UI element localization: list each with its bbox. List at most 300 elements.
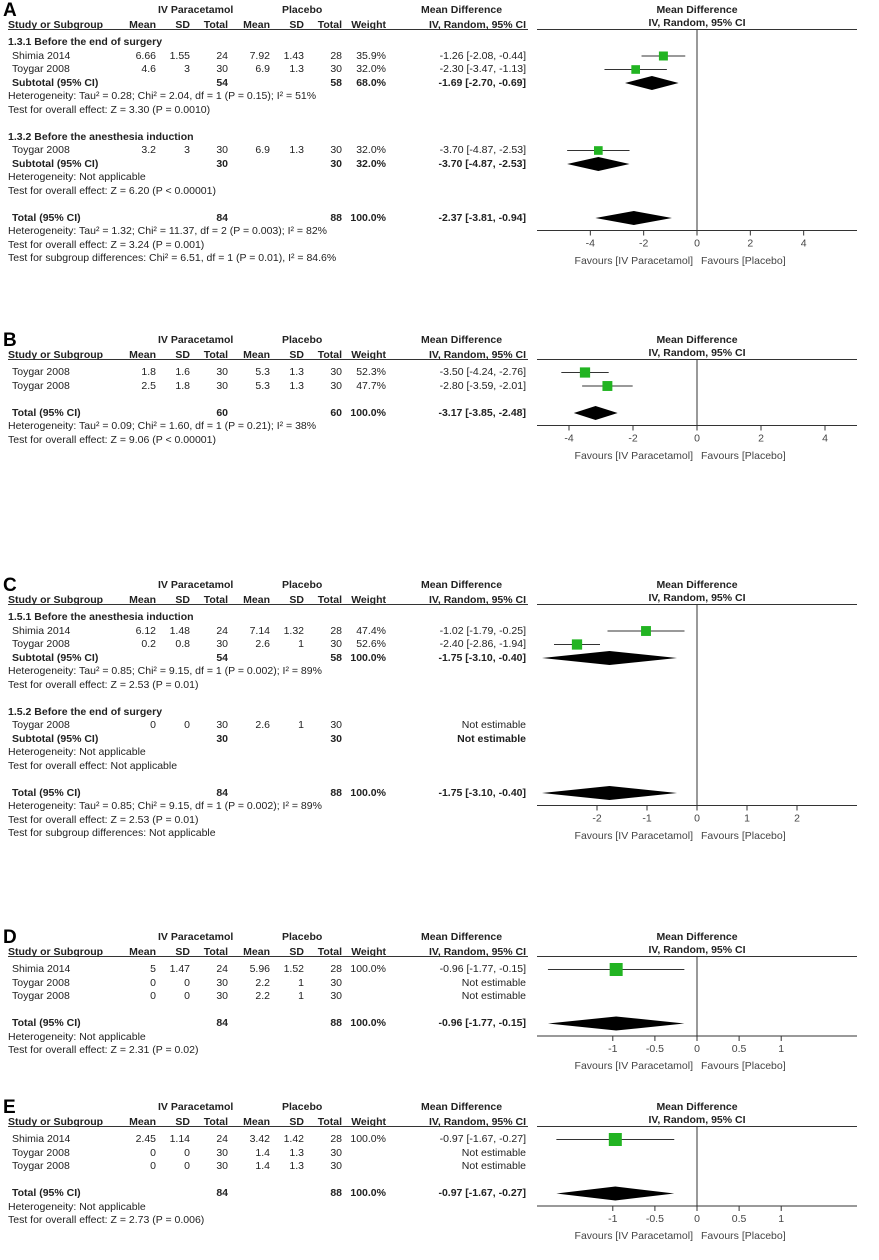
total2-cell: 60 [330,406,342,419]
forest-plot [0,1097,879,1251]
row-label: Test for subgroup differences: Chi² = 6.51, df = 1 (P = 0.01), I² = 84.6% [8,252,337,264]
weight-cell: 100.0% [350,963,386,975]
total1-column-header: Total [203,594,228,606]
total2-cell: 30 [330,638,342,650]
row-label: Toygar 2008 [12,1146,70,1159]
total-diamond [556,1187,674,1201]
panel-letter: C [3,575,17,596]
plot-subtitle: IV, Random, 95% CI [648,17,746,29]
total2-cell: 58 [330,76,342,89]
sd2-cell: 1.3 [289,1146,304,1159]
total1-cell: 30 [216,1160,228,1172]
group1-header: IV Paracetamol [158,579,234,591]
row-label: Subtotal (95% CI) [12,651,99,664]
row-label: Test for overall effect: Z = 2.73 (P = 0.006) [8,1214,205,1226]
ci-cell: Not estimable [461,1160,526,1172]
total2-column-header: Total [317,594,342,606]
total1-cell: 30 [216,366,228,378]
mean1-cell: 0 [150,719,156,731]
mean1-cell: 2.5 [141,379,156,392]
mean2-cell: 2.2 [255,976,270,989]
weight-column-header: Weight [351,1116,386,1128]
weight-cell: 52.3% [356,366,386,378]
ci-cell: -2.40 [-2.86, -1.94] [439,638,526,650]
ci-column-header: IV, Random, 95% CI [428,349,526,361]
mean2-column-header: Mean [243,1116,270,1128]
row-label: Heterogeneity: Tau² = 0.85; Chi² = 9.15, df = 1 (P = 0.002); I² = 89% [8,800,322,812]
sd1-cell: 0.8 [175,638,190,650]
total2-cell: 30 [330,144,342,156]
total1-cell: 84 [216,211,228,224]
sd2-cell: 1.3 [289,1160,304,1172]
ci-cell: -2.80 [-3.59, -2.01] [439,379,526,392]
row-label: Shimia 2014 [12,1133,71,1145]
study-column-header: Study or Subgroup [8,19,104,31]
forest-plot [0,0,879,276]
row-label: Shimia 2014 [12,963,71,975]
row-label: Total (95% CI) [12,406,81,419]
x-tick-label: -1 [642,812,652,825]
mean2-column-header: Mean [243,946,270,958]
sd1-cell: 0 [184,990,190,1002]
total2-cell: 88 [330,1187,342,1199]
weight-cell: 68.0% [356,76,386,89]
mean-difference-header: Mean Difference [421,1101,503,1113]
total1-cell: 30 [216,976,228,989]
weight-cell: 100.0% [350,651,386,664]
ci-column-header: IV, Random, 95% CI [428,594,526,606]
total1-cell: 30 [216,719,228,731]
mean2-cell: 2.6 [255,638,270,650]
mean2-cell: 5.3 [255,366,270,378]
row-label: Subtotal (95% CI) [12,157,99,170]
sd1-cell: 0 [184,1160,190,1172]
total1-cell: 60 [216,406,228,419]
panel-letter: B [3,330,17,351]
total1-cell: 30 [216,379,228,392]
subtotal-diamond [542,651,677,665]
plot-subtitle: IV, Random, 95% CI [648,592,746,604]
x-tick-label: -4 [585,237,596,250]
row-label: Test for overall effect: Z = 2.31 (P = 0.02) [8,1044,199,1056]
ci-cell: -0.97 [-1.67, -0.27] [438,1187,526,1199]
group2-header: Placebo [282,334,323,346]
x-tick-label: 0 [694,1043,700,1055]
row-label: 1.5.2 Before the end of surgery [8,705,163,718]
row-label: Heterogeneity: Tau² = 0.28; Chi² = 2.04, df = 1 (P = 0.15); I² = 51% [8,90,317,102]
row-label: Heterogeneity: Tau² = 0.85; Chi² = 9.15, df = 1 (P = 0.002); I² = 89% [8,665,322,677]
ci-cell: -1.02 [-1.79, -0.25] [439,624,526,637]
sd2-cell: 1.3 [289,366,304,378]
mean1-cell: 4.6 [141,63,156,75]
mean-difference-header: Mean Difference [421,334,503,346]
x-tick-label: 0 [694,1213,700,1225]
row-label: Toygar 2008 [12,990,70,1002]
x-tick-label: -2 [592,812,602,825]
total1-column-header: Total [203,19,228,31]
mean2-cell: 7.14 [249,624,270,637]
sd1-cell: 1.47 [169,963,190,975]
ci-cell: Not estimable [461,976,526,989]
ci-cell: -3.70 [-4.87, -2.53] [438,157,526,170]
mean2-cell: 1.4 [255,1146,270,1159]
weight-cell: 52.6% [356,638,386,650]
mean1-column-header: Mean [129,594,156,606]
mean1-cell: 6.66 [135,49,156,62]
weight-column-header: Weight [351,19,386,31]
sd1-column-header: SD [175,19,190,31]
mean1-cell: 5 [150,963,156,975]
sd1-column-header: SD [175,349,190,361]
favours-right-label: Favours [Placebo] [701,1060,786,1072]
ci-cell: Not estimable [457,732,526,745]
sd1-cell: 3 [184,144,190,156]
sd2-column-header: SD [289,19,304,31]
study-column-header: Study or Subgroup [8,594,104,606]
x-tick-label: 0 [694,237,700,250]
panel-e [0,1097,879,1260]
x-tick-label: 2 [747,237,754,250]
mean1-column-header: Mean [129,19,156,31]
row-label: Test for overall effect: Z = 2.53 (P = 0.01) [8,813,199,826]
ci-cell: -1.69 [-2.70, -0.69] [438,76,526,89]
row-label: Test for overall effect: Z = 3.30 (P = 0.0010) [8,103,211,116]
total2-cell: 88 [330,1017,342,1029]
favours-right-label: Favours [Placebo] [701,254,786,267]
mean1-cell: 0.2 [141,638,156,650]
weight-cell: 32.0% [356,144,386,156]
mean1-column-header: Mean [129,946,156,958]
study-marker [659,52,668,61]
sd2-cell: 1.43 [283,49,304,62]
sd1-cell: 1.48 [169,624,190,637]
x-tick-label: -0.5 [645,1043,664,1055]
total1-cell: 54 [216,76,228,89]
total-diamond [548,1017,684,1031]
study-column-header: Study or Subgroup [8,1116,104,1128]
row-label: Toygar 2008 [12,719,70,731]
favours-left-label: Favours [IV Paracetamol] [574,1060,693,1072]
x-tick-label: 4 [822,432,828,445]
row-label: Shimia 2014 [12,49,71,62]
total1-cell: 54 [216,651,228,664]
total1-cell: 30 [216,63,228,75]
total1-cell: 30 [216,732,228,745]
sd1-cell: 1.6 [175,366,190,378]
sd1-cell: 3 [184,63,190,75]
x-tick-label: -0.5 [645,1213,664,1225]
favours-left-label: Favours [IV Paracetamol] [574,449,693,462]
total2-cell: 30 [330,1160,342,1172]
weight-column-header: Weight [351,946,386,958]
total1-cell: 24 [216,1133,228,1145]
weight-cell: 100.0% [350,406,386,419]
x-tick-label: -2 [628,432,638,445]
ci-cell: -0.96 [-1.77, -0.15] [439,963,526,975]
ci-column-header: IV, Random, 95% CI [428,19,526,31]
x-tick-label: 0.5 [731,1043,747,1055]
total2-cell: 30 [330,1146,342,1159]
sd1-column-header: SD [175,594,190,606]
sd1-cell: 1.14 [169,1133,190,1145]
plot-title: Mean Difference [656,1101,738,1113]
forest-plot [0,575,879,851]
row-label: Subtotal (95% CI) [12,732,99,745]
weight-cell: 100.0% [350,1187,386,1199]
x-tick-label: 0.5 [731,1213,747,1225]
mean2-cell: 3.42 [249,1133,270,1145]
total2-column-header: Total [317,946,342,958]
weight-cell: 100.0% [350,786,386,799]
total2-cell: 28 [330,963,342,975]
total1-cell: 24 [216,49,228,62]
weight-cell: 100.0% [350,211,386,224]
ci-cell: -2.37 [-3.81, -0.94] [438,211,526,224]
row-label: Heterogeneity: Not applicable [8,1200,146,1213]
ci-column-header: IV, Random, 95% CI [428,946,526,958]
total1-cell: 24 [216,624,228,637]
total1-cell: 30 [216,990,228,1002]
study-marker [594,146,603,155]
ci-column-header: IV, Random, 95% CI [428,1116,526,1128]
mean2-cell: 5.96 [249,963,270,975]
sd1-cell: 1.8 [175,379,190,392]
mean1-cell: 0 [150,976,156,989]
mean-difference-header: Mean Difference [421,4,503,16]
sd2-cell: 1 [298,976,304,989]
sd1-cell: 1.55 [169,49,190,62]
favours-left-label: Favours [IV Paracetamol] [574,1230,693,1242]
panel-letter: D [3,927,17,948]
row-label: Total (95% CI) [12,211,81,224]
panel-letter: A [3,0,17,21]
panel-d [0,927,879,1097]
x-tick-label: 1 [778,1043,785,1055]
total1-column-header: Total [203,1116,228,1128]
x-tick-label: 2 [794,812,800,825]
mean1-cell: 2.45 [135,1133,156,1145]
sd1-column-header: SD [175,946,190,958]
x-tick-label: 1 [778,1213,785,1225]
row-label: Total (95% CI) [12,1187,81,1199]
weight-cell: 100.0% [350,1133,386,1145]
weight-cell: 32.0% [356,157,386,170]
ci-cell: -3.50 [-4.24, -2.76] [439,366,526,378]
total1-cell: 84 [216,786,228,799]
favours-right-label: Favours [Placebo] [701,449,786,462]
weight-column-header: Weight [351,349,386,361]
total2-cell: 30 [330,366,342,378]
group2-header: Placebo [282,4,323,16]
study-marker [631,65,640,74]
mean1-cell: 3.2 [141,144,156,156]
group2-header: Placebo [282,579,323,591]
row-label: Test for overall effect: Z = 2.53 (P = 0.01) [8,678,199,691]
plot-title: Mean Difference [656,931,738,943]
total2-column-header: Total [317,349,342,361]
mean2-cell: 6.9 [255,144,270,156]
weight-cell: 47.4% [356,624,386,637]
row-label: Total (95% CI) [12,1017,81,1029]
sd2-column-header: SD [289,349,304,361]
total-diamond [574,406,618,420]
mean1-cell: 0 [150,990,156,1002]
row-label: Heterogeneity: Tau² = 0.09; Chi² = 1.60, df = 1 (P = 0.21); I² = 38% [8,420,317,432]
x-tick-label: -1 [608,1043,618,1055]
row-label: Toygar 2008 [12,379,70,392]
weight-cell: 100.0% [350,1017,386,1029]
mean1-cell: 0 [150,1160,156,1172]
total1-cell: 30 [216,1146,228,1159]
total1-cell: 30 [216,157,228,170]
study-marker [610,963,623,976]
subtotal-diamond [625,76,679,90]
mean2-cell: 1.4 [255,1160,270,1172]
row-label: Subtotal (95% CI) [12,76,99,89]
ci-cell: Not estimable [461,1146,526,1159]
sd2-cell: 1.42 [283,1133,304,1145]
row-label: Total (95% CI) [12,786,81,799]
total1-cell: 84 [216,1187,228,1199]
sd1-column-header: SD [175,1116,190,1128]
mean-difference-header: Mean Difference [421,579,503,591]
ci-cell: Not estimable [461,990,526,1002]
panel-letter: E [3,1097,16,1118]
weight-cell: 47.7% [356,379,386,392]
group1-header: IV Paracetamol [158,931,234,943]
total1-cell: 30 [216,144,228,156]
group1-header: IV Paracetamol [158,334,234,346]
row-label: Test for overall effect: Z = 6.20 (P < 0.00001) [8,184,216,197]
sd2-column-header: SD [289,1116,304,1128]
sd2-cell: 1.52 [283,963,304,975]
x-tick-label: 1 [744,812,750,825]
ci-cell: -0.96 [-1.77, -0.15] [438,1017,526,1029]
x-tick-label: 4 [800,237,807,250]
row-label: Shimia 2014 [12,624,71,637]
study-marker [641,626,651,636]
total2-column-header: Total [317,19,342,31]
ci-cell: Not estimable [461,719,526,731]
sd1-cell: 0 [184,976,190,989]
row-label: Heterogeneity: Tau² = 1.32; Chi² = 11.37, df = 2 (P = 0.003); I² = 82% [8,225,327,237]
total1-cell: 84 [216,1017,228,1029]
total2-cell: 58 [330,651,342,664]
row-label: Test for overall effect: Not applicable [8,759,178,772]
favours-left-label: Favours [IV Paracetamol] [574,254,693,267]
mean1-column-header: Mean [129,349,156,361]
sd2-cell: 1 [298,719,304,731]
sd2-cell: 1.3 [289,144,304,156]
row-label: Test for subgroup differences: Not applicable [8,827,216,839]
total2-cell: 28 [330,1133,342,1145]
study-marker [609,1133,622,1146]
sd2-cell: 1.3 [289,379,304,392]
favours-left-label: Favours [IV Paracetamol] [574,829,693,842]
ci-cell: -1.75 [-3.10, -0.40] [438,786,526,799]
ci-cell: -1.75 [-3.10, -0.40] [438,651,526,664]
row-label: 1.3.1 Before the end of surgery [8,36,163,48]
total-diamond [542,786,677,800]
sd2-cell: 1.32 [283,624,304,637]
mean2-column-header: Mean [243,19,270,31]
row-label: Toygar 2008 [12,144,70,156]
total2-cell: 28 [330,624,342,637]
row-label: Test for overall effect: Z = 9.06 (P < 0.00001) [8,433,216,446]
plot-title: Mean Difference [656,579,738,591]
sd2-column-header: SD [289,594,304,606]
plot-subtitle: IV, Random, 95% CI [648,1114,746,1126]
sd1-cell: 0 [184,719,190,731]
row-label: Heterogeneity: Not applicable [8,171,146,183]
total1-column-header: Total [203,946,228,958]
weight-cell: 32.0% [356,63,386,75]
row-label: Heterogeneity: Not applicable [8,1030,146,1043]
ci-cell: -3.70 [-4.87, -2.53] [439,144,526,156]
plot-subtitle: IV, Random, 95% CI [648,944,746,956]
mean1-cell: 1.8 [141,366,156,378]
mean2-cell: 2.2 [255,990,270,1002]
panel-c [0,575,879,927]
total1-cell: 30 [216,638,228,650]
x-tick-label: -1 [608,1213,618,1225]
plot-title: Mean Difference [656,334,738,346]
study-column-header: Study or Subgroup [8,946,104,958]
row-label: Test for overall effect: Z = 3.24 (P = 0.001) [8,238,205,251]
group1-header: IV Paracetamol [158,1101,234,1113]
favours-right-label: Favours [Placebo] [701,1230,786,1242]
group2-header: Placebo [282,931,323,943]
total2-cell: 30 [330,379,342,392]
group1-header: IV Paracetamol [158,4,234,16]
study-marker [580,367,590,377]
sd2-column-header: SD [289,946,304,958]
total-diamond [595,211,672,225]
ci-cell: -0.97 [-1.67, -0.27] [439,1133,526,1145]
mean1-cell: 0 [150,1146,156,1159]
total2-cell: 28 [330,49,342,62]
favours-right-label: Favours [Placebo] [701,829,786,842]
total2-column-header: Total [317,1116,342,1128]
ci-cell: -3.17 [-3.85, -2.48] [438,406,526,419]
study-marker [572,639,582,649]
sd2-cell: 1.3 [289,63,304,75]
weight-column-header: Weight [351,594,386,606]
total2-cell: 30 [330,157,342,170]
sd2-cell: 1 [298,638,304,650]
mean-difference-header: Mean Difference [421,931,503,943]
x-tick-label: -4 [564,432,574,445]
total2-cell: 30 [330,732,342,745]
ci-cell: -2.30 [-3.47, -1.13] [439,63,526,75]
total1-column-header: Total [203,349,228,361]
sd1-cell: 0 [184,1146,190,1159]
mean1-cell: 6.12 [135,624,156,637]
sd2-cell: 1 [298,990,304,1002]
x-tick-label: 2 [758,432,764,445]
forest-plot [0,927,879,1081]
study-marker [602,381,612,391]
total2-cell: 88 [330,786,342,799]
x-tick-label: 0 [694,432,700,445]
total2-cell: 88 [330,211,342,224]
mean2-column-header: Mean [243,594,270,606]
mean2-cell: 5.3 [255,379,270,392]
mean2-cell: 7.92 [249,49,270,62]
total2-cell: 30 [330,990,342,1002]
total2-cell: 30 [330,63,342,75]
row-label: Heterogeneity: Not applicable [8,746,146,758]
